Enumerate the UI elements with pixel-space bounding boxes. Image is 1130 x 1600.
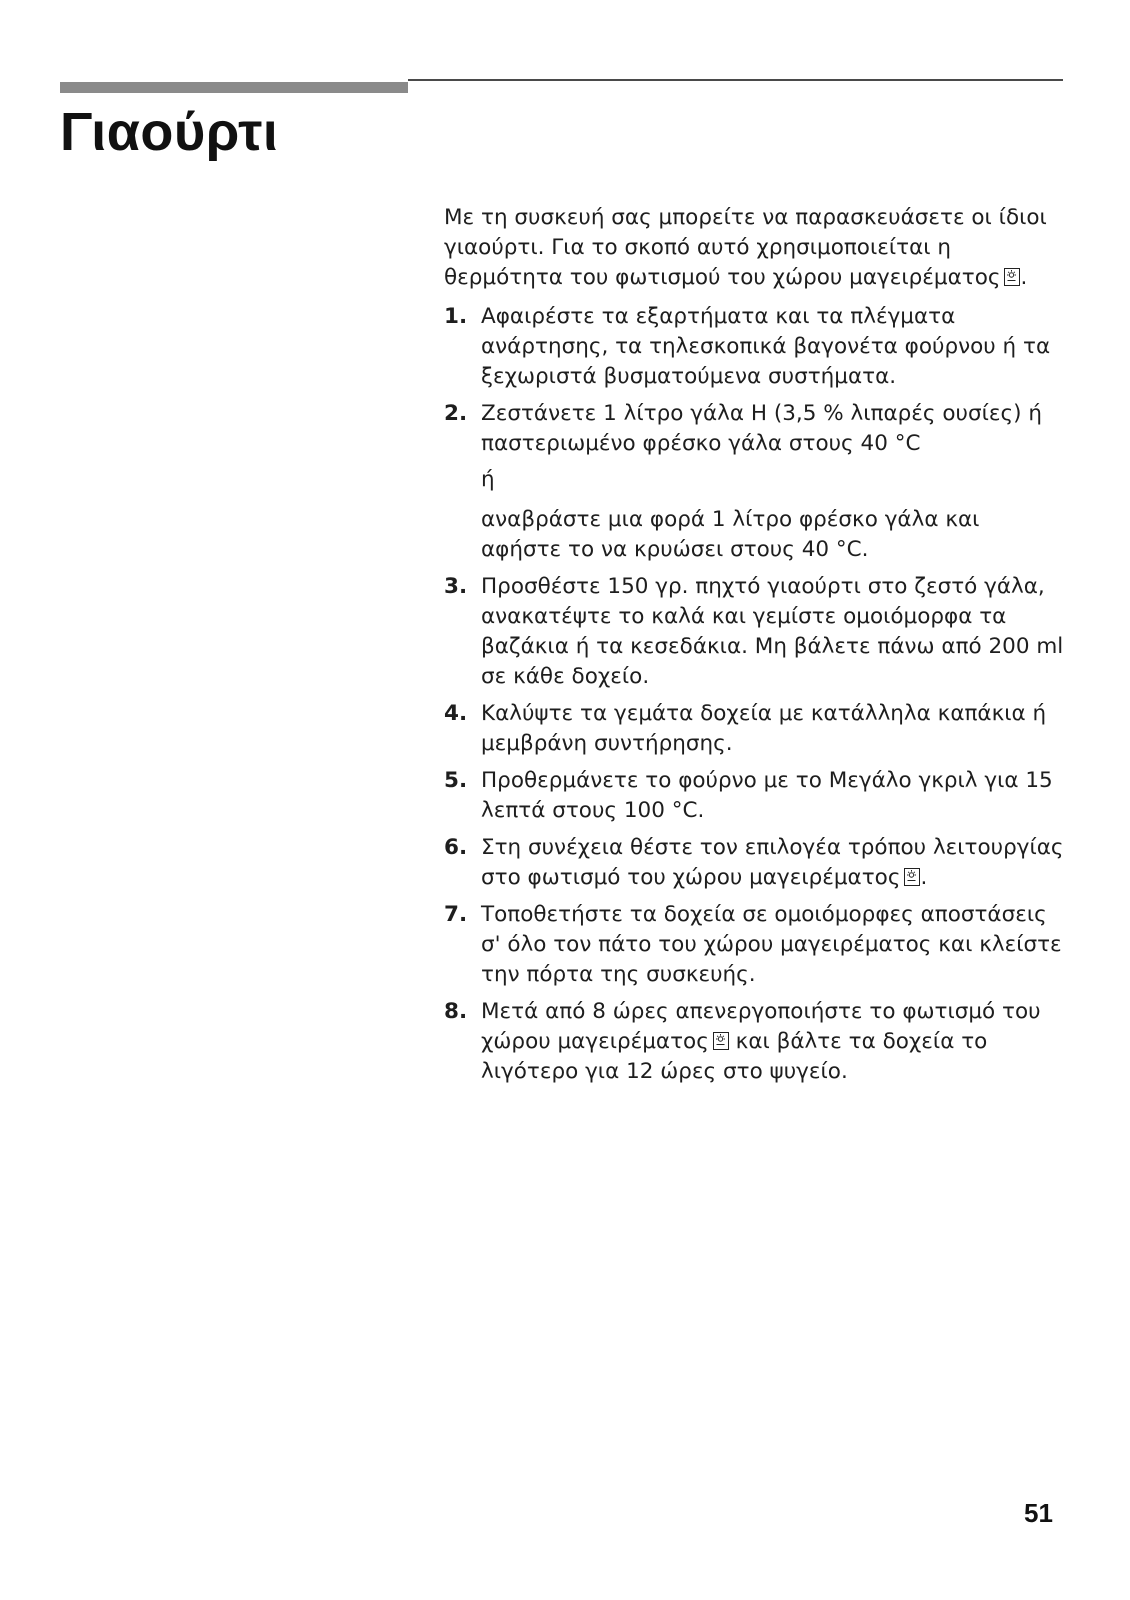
step-text: Μετά από 8 ώρες απενεργοποιήστε το φωτισμό του χώρου μαγειρέματος — [481, 999, 1041, 1054]
step-4 — [444, 699, 1064, 759]
step-text: Τοποθετήστε τα δοχεία σε ομοιόμορφες αποστάσεις σ' όλο τον πάτο του χώρου μαγειρέματος και κλείστε την πόρτα της συσκευής. — [481, 902, 1062, 987]
step-number: 1. — [444, 304, 468, 329]
step-number: 6. — [444, 835, 468, 860]
oven-light-icon — [1004, 268, 1020, 286]
page-title: Γιαούρτι — [60, 102, 279, 162]
step-text: Καλύψτε τα γεμάτα δοχεία με κατάλληλα καπάκια ή μεμβράνη συντήρησης. — [481, 701, 1047, 756]
step-8 — [444, 997, 1064, 1087]
main-content — [444, 203, 1064, 1094]
step-number: 7. — [444, 902, 468, 927]
step-text: Στη συνέχεια θέστε τον επιλογέα τρόπου λειτουργίας στο φωτισμό του χώρου μαγειρέματος — [481, 835, 1064, 890]
intro-end: . — [1020, 265, 1028, 290]
step-text: Προθερμάνετε το φούρνο με το Μεγάλο γκριλ για 15 λεπτά στους 100 °C. — [481, 768, 1053, 823]
oven-light-icon — [713, 1032, 729, 1050]
oven-light-icon — [904, 868, 920, 886]
step-1 — [444, 302, 1064, 392]
intro-text: Με τη συσκευή σας μπορείτε να παρασκευάσετε οι ίδιοι γιαούρτι. Για το σκοπό αυτό χρησιμοποιείται η θερμότητα του φωτισμού του χώρου μαγειρέματος — [444, 205, 1047, 290]
step-3 — [444, 572, 1064, 692]
step-number: 4. — [444, 701, 468, 726]
header-rule-thin — [408, 79, 1063, 81]
steps-list — [444, 302, 1064, 1087]
step-text: Προσθέστε 150 γρ. πηχτό γιαούρτι στο ζεστό γάλα, ανακατέψτε το καλά και γεμίστε ομοιόμορφα τα βαζάκια ή τα κεσεδάκια. Μη βάλετε πάνω από 200 ml σε κάθε δοχείο. — [481, 574, 1064, 689]
step-2 — [444, 399, 1064, 565]
page-number: 51 — [1024, 1498, 1053, 1528]
step-number: 5. — [444, 768, 468, 793]
step-6 — [444, 833, 1064, 893]
step-alternative: αναβράστε μια φορά 1 λίτρο φρέσκο γάλα και αφήστε το να κρυώσει στους 40 °C. — [481, 507, 980, 562]
step-number: 3. — [444, 574, 468, 599]
step-text-wrapper — [481, 997, 1064, 1087]
step-end: . — [920, 865, 928, 890]
intro-paragraph — [444, 203, 1064, 293]
step-number: 8. — [444, 999, 468, 1024]
step-text-after: και βάλτε τα δοχεία το λιγότερο για 12 ώρες στο ψυγείο. — [481, 1029, 988, 1084]
step-5 — [444, 766, 1064, 826]
step-text: Αφαιρέστε τα εξαρτήματα και τα πλέγματα ανάρτησης, τα τηλεσκοπικά βαγονέτα φούρνου ή τα ξεχωριστά βυσματούμενα συστήματα. — [481, 304, 1051, 389]
step-or: ή — [481, 467, 495, 492]
step-text-wrapper — [481, 833, 1064, 893]
header-rule-thick — [60, 82, 408, 93]
step-7 — [444, 900, 1064, 990]
step-text: Ζεστάνετε 1 λίτρο γάλα Η (3,5 % λιπαρές ουσίες) ή παστεριωμένο φρέσκο γάλα στους 40 °C — [481, 401, 1042, 456]
step-number: 2. — [444, 401, 468, 426]
